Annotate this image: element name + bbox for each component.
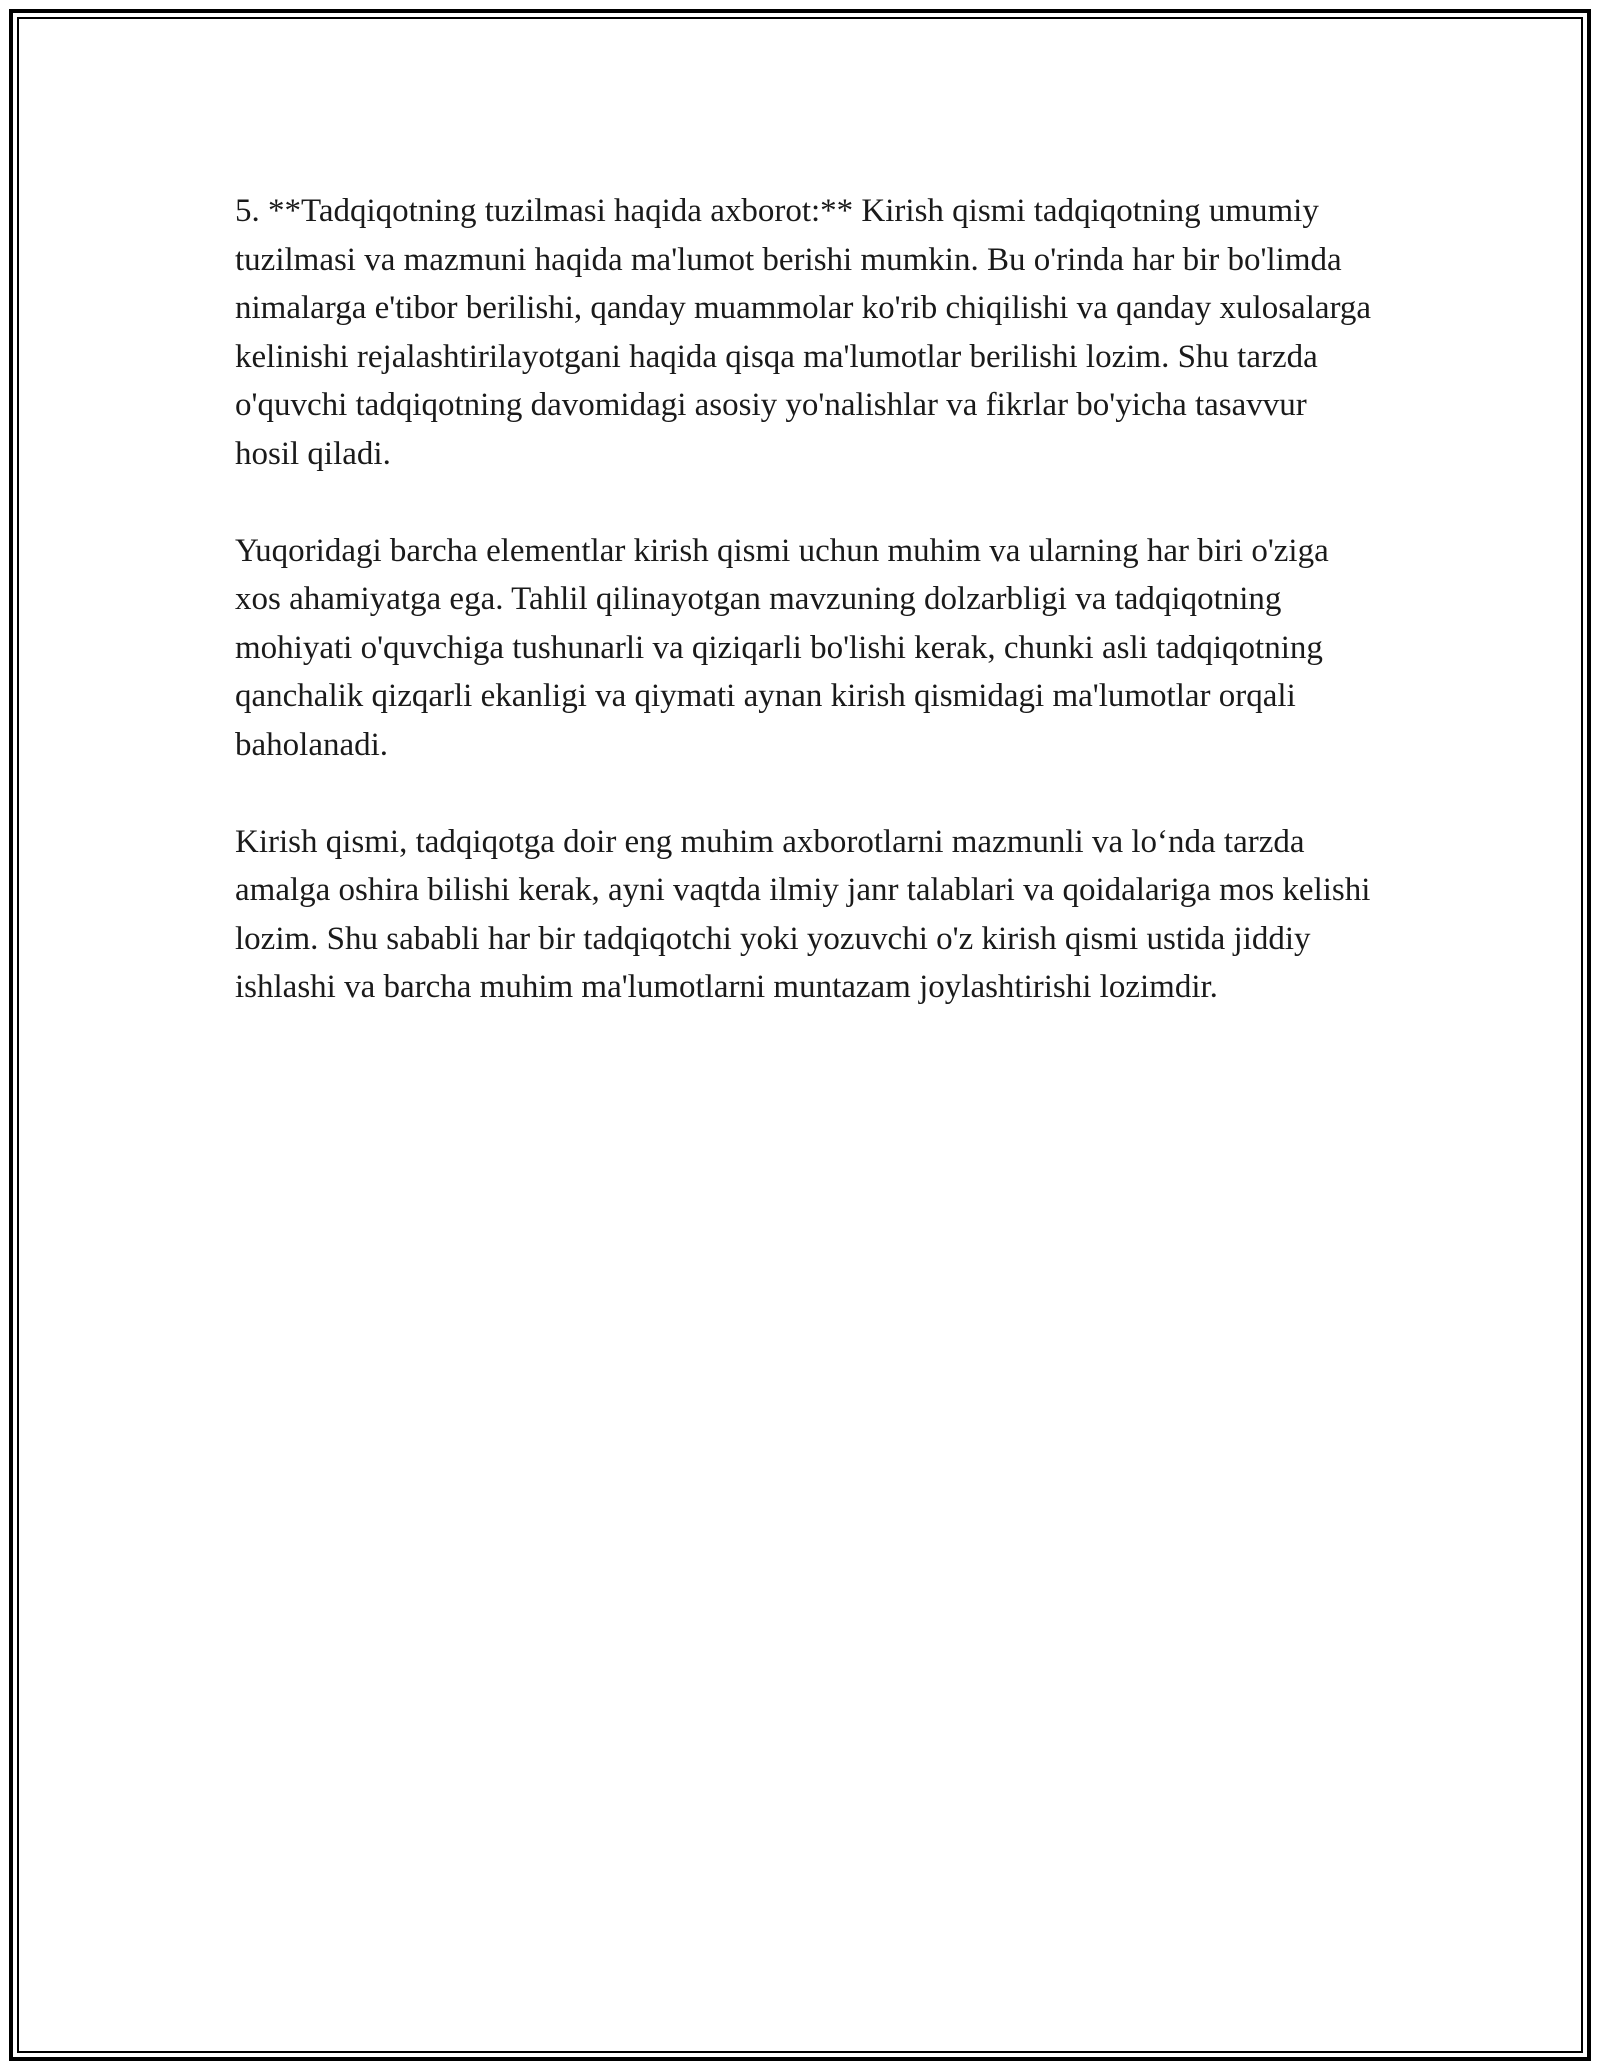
- paragraph-structure-info: 5. **Tadqiqotning tuzilmasi haqida axborot:** Kirish qismi tadqiqotning umumiy tuzilmasi va mazmuni haqida ma'lumot berishi mumkin. Bu o'rinda har bir bo'limda nimalarga e'tibor berilishi, qanday muammolar ko'rib chiqilishi va qanday xulosalarga kelinishi rejalashtirilayotgani haqida qisqa ma'lumotlar berilishi lozim. Shu tarzda o'quvchi tadqiqotning davomidagi asosiy yo'nalishlar va fikrlar bo'yicha tasavvur hosil qiladi.: [235, 193, 1372, 472]
- paragraph-elements-importance: Yuqoridagi barcha elementlar kirish qismi uchun muhim va ularning har biri o'ziga xos ahamiyatga ega. Tahlil qilinayotgan mavzuning dolzarbligi va tadqiqotning mohiyati o'quvchiga tushunarli va qiziqarli bo'lishi kerak, chunki asli tadqiqotning qanchalik qizqarli ekanligi va qiymati aynan kirish qismidagi ma'lumotlar orqali baholanadi.: [235, 532, 1329, 763]
- paragraph-introduction-requirements: Kirish qismi, tadqiqotga doir eng muhim axborotlarni mazmunli va lo‘nda tarzda amalga oshira bilishi kerak, ayni vaqtda ilmiy janr talablari va qoidalariga mos kelishi lozim. Shu sababli har bir tadqiqotchi yoki yozuvchi o'z kirish qismi ustida jiddiy ishlashi va barcha muhim ma'lumotlarni muntazam joylashtirishi lozimdir.: [235, 823, 1371, 1005]
- document-body: [235, 187, 1375, 1060]
